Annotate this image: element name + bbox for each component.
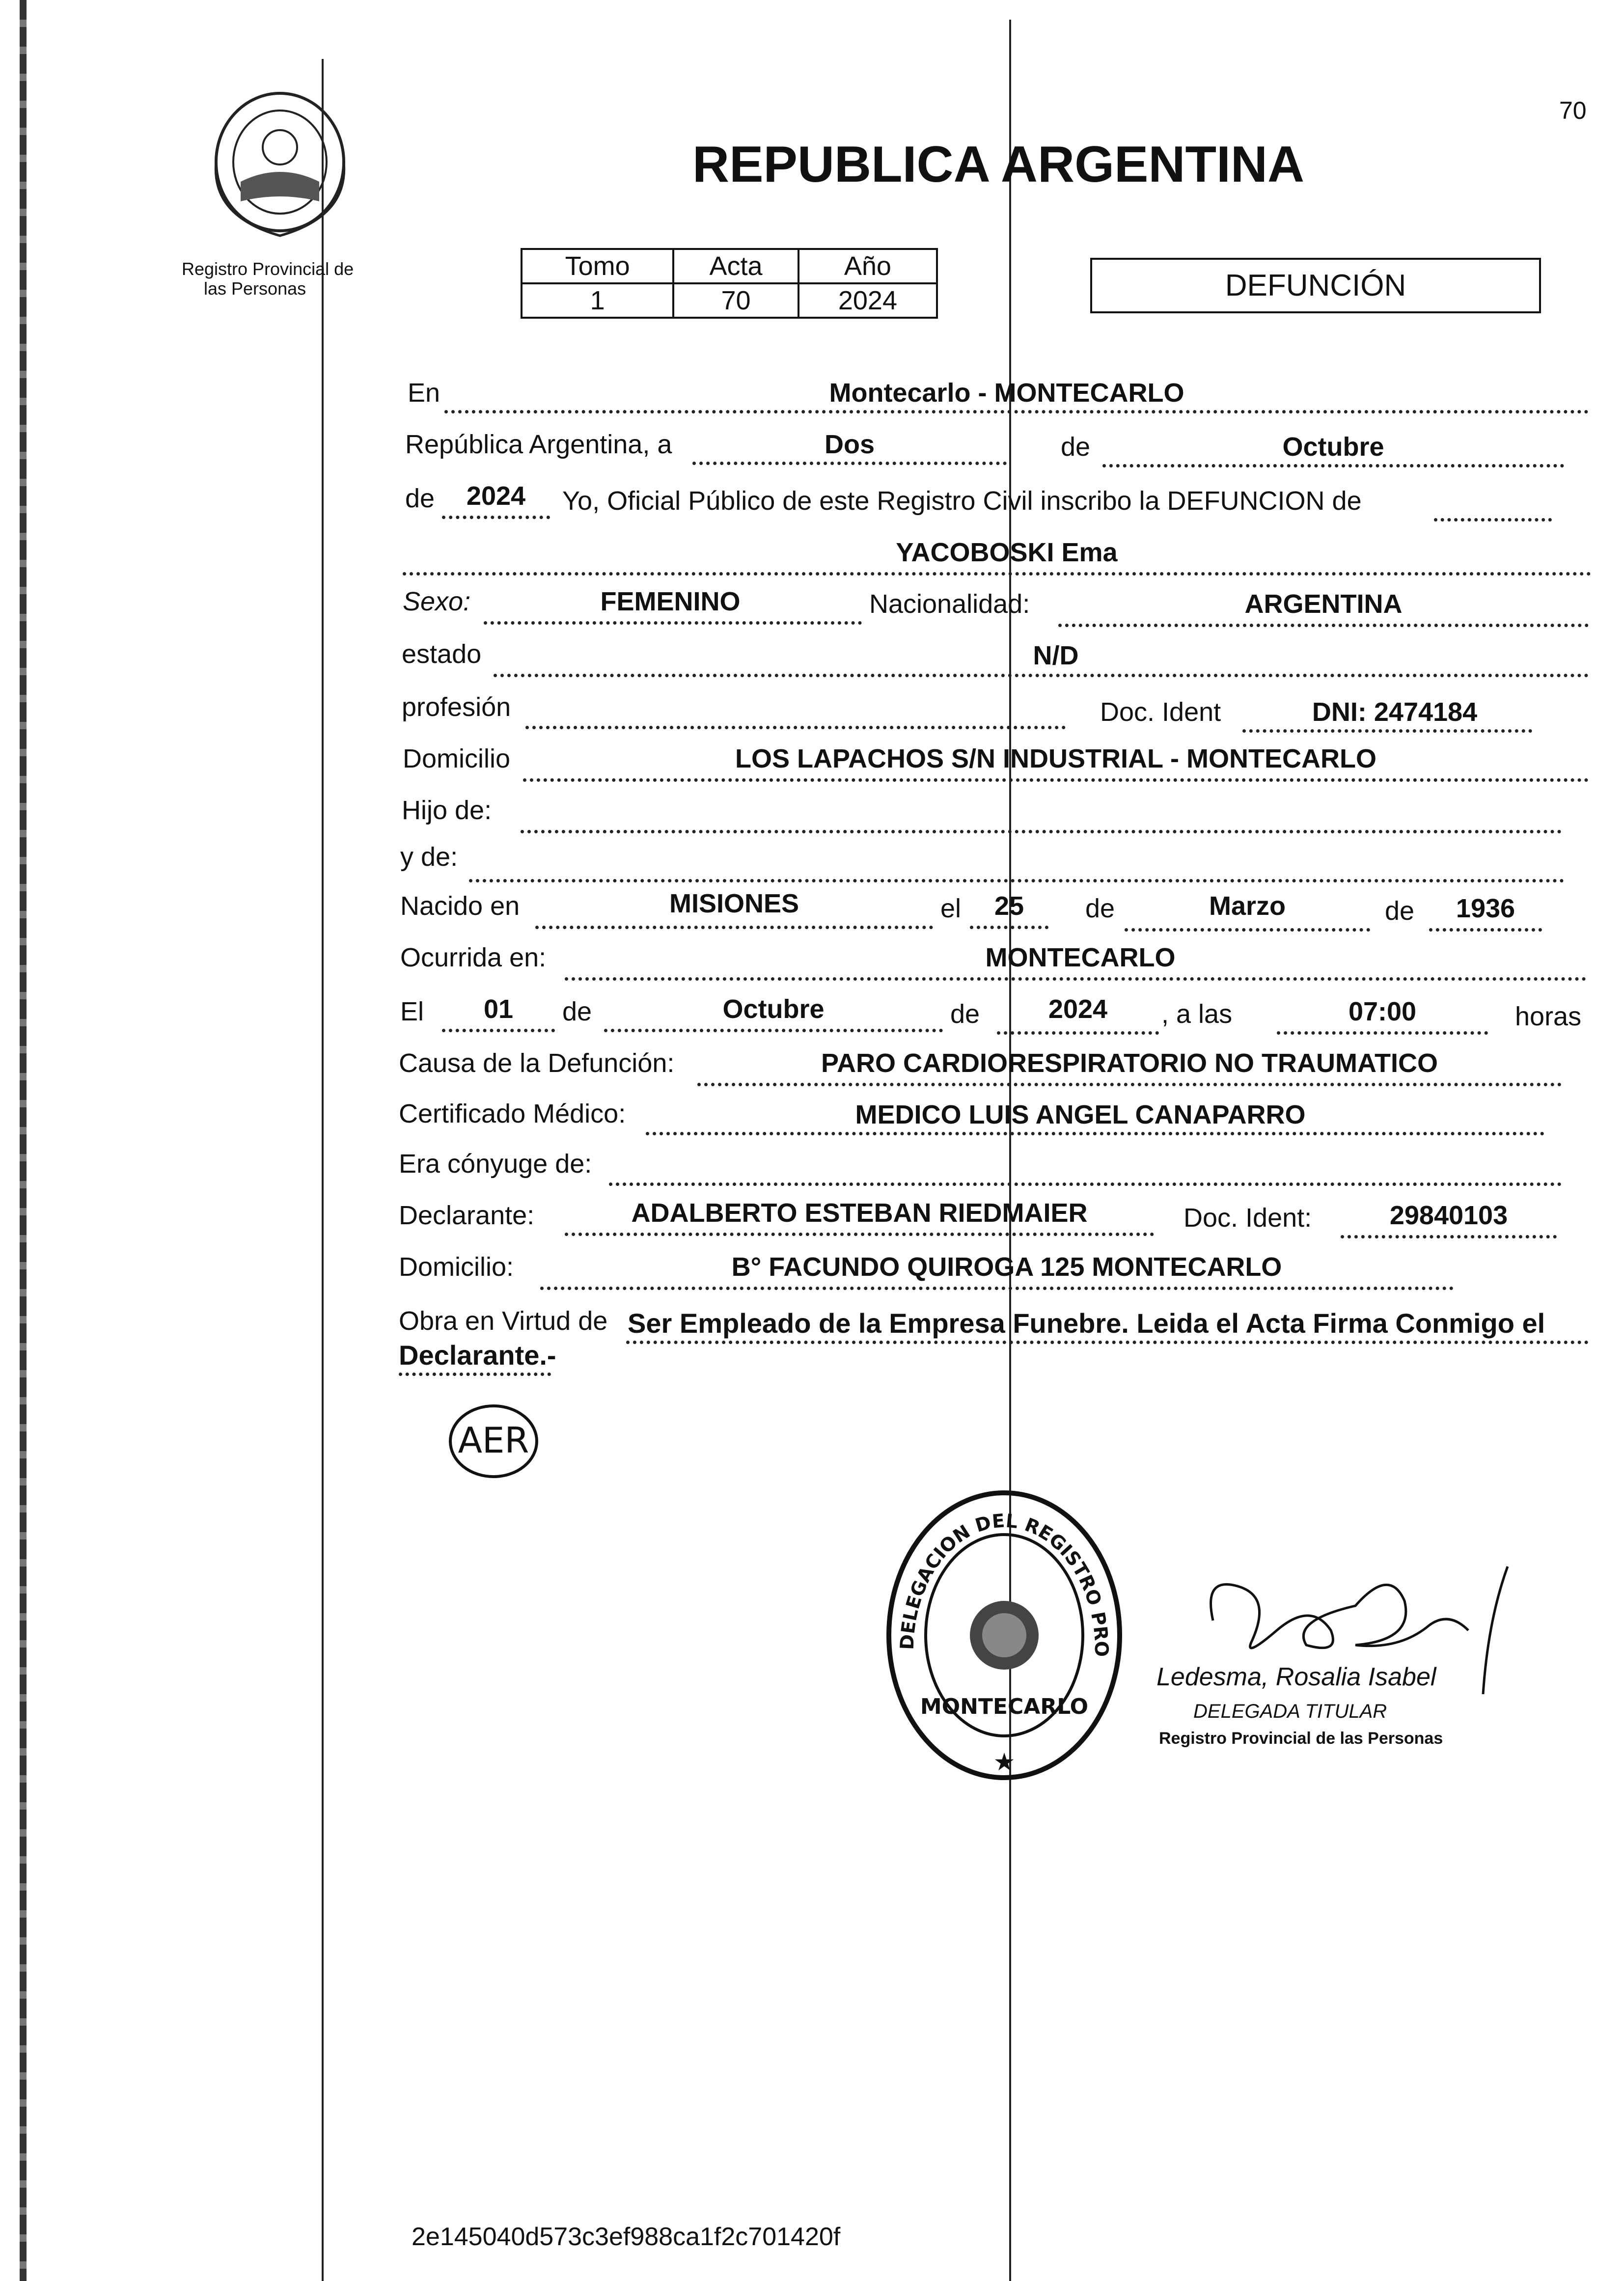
page-number: 70 (1559, 97, 1587, 124)
table-header: Año (798, 249, 937, 283)
birth-de1-label: de (1085, 894, 1115, 923)
el2-label: El (400, 997, 424, 1026)
scan-edge (20, 0, 27, 2281)
causa-label: Causa de la Defunción: (399, 1048, 675, 1078)
yde-underline (469, 879, 1564, 882)
nacionalidad-value: ARGENTINA (1244, 589, 1403, 619)
death-year-underline (997, 1031, 1159, 1035)
obra-underline (626, 1341, 1589, 1344)
causa-underline (697, 1083, 1562, 1086)
svg-text:★: ★ (993, 1748, 1016, 1776)
registry-name-line1: Registro Provincial de (182, 259, 354, 279)
death-time-value: 07:00 (1348, 997, 1417, 1026)
birth-year-value: 1936 (1456, 894, 1515, 923)
domicilio-label: Domicilio (403, 744, 511, 773)
profesion-label: profesión (402, 692, 511, 722)
death-year-value: 2024 (1048, 994, 1108, 1024)
official-seal-icon (884, 1488, 1125, 1787)
table-header: Acta (673, 249, 798, 283)
doc-label: Doc. Ident (1100, 697, 1221, 727)
birth-month-value: Marzo (1209, 891, 1286, 921)
nacido-underline (535, 926, 933, 929)
record-type-box: DEFUNCIÓN (1090, 258, 1541, 313)
name-underline (403, 572, 1591, 576)
year-underline (442, 516, 550, 519)
table-cell: 70 (673, 283, 798, 318)
conyuge-label: Era cónyuge de: (399, 1149, 592, 1179)
domicilio-underline (523, 778, 1589, 782)
month-underline (1102, 464, 1564, 467)
nacido-value: MISIONES (669, 889, 799, 918)
domicilio-value: LOS LAPACHOS S/N INDUSTRIAL - MONTECARLO (735, 744, 1376, 773)
ocurrida-underline (565, 977, 1586, 981)
seal-outer-text: DELEGACION DEL REGISTRO PRO (896, 1510, 1113, 1657)
en-label: En (408, 378, 440, 408)
deceased-name: YACOBOSKI Ema (896, 538, 1118, 567)
document-hash: 2e145040d573c3ef988ca1f2c701420f (412, 2223, 841, 2251)
fold-line-left (322, 59, 324, 2281)
obra-value-2: Declarante.- (399, 1340, 556, 1371)
day-value: Dos (824, 430, 875, 459)
page-title: REPUBLICA ARGENTINA (692, 136, 1305, 193)
el-label: el (940, 894, 962, 923)
en-underline (444, 410, 1589, 413)
estado-underline (494, 674, 1589, 677)
doc2-label: Doc. Ident: (1184, 1203, 1312, 1233)
birth-year-underline (1429, 928, 1542, 932)
sexo-value: FEMENINO (600, 587, 741, 616)
yo-text: Yo, Oficial Público de este Registro Civil inscribo la DEFUNCION de (562, 486, 1362, 516)
birth-day-underline (970, 926, 1048, 929)
death-de2-label: de (950, 999, 980, 1029)
initials-text: AER (458, 1420, 529, 1461)
record-table (521, 248, 938, 319)
registry-name-line2: las Personas (204, 278, 306, 299)
sexo-label: Sexo: (403, 587, 471, 616)
obra-underline-2 (399, 1373, 551, 1376)
conyuge-underline (609, 1182, 1562, 1186)
birth-month-underline (1125, 928, 1370, 932)
estado-value: N/D (1033, 641, 1079, 670)
domicilio2-label: Domicilio: (399, 1252, 514, 1282)
yo-underline (1434, 518, 1552, 522)
ocurrida-value: MONTECARLO (985, 943, 1176, 972)
profesion-underline (525, 726, 1066, 729)
death-day-value: 01 (483, 994, 514, 1024)
obra-label: Obra en Virtud de (399, 1306, 608, 1336)
yde-label: y de: (400, 842, 458, 872)
horas-label: horas (1515, 1002, 1582, 1031)
month-value: Octubre (1282, 432, 1384, 462)
signature-role: DELEGADA TITULAR (1193, 1701, 1387, 1722)
seal-inner-text: MONTECARLO (920, 1694, 1089, 1719)
de2-label: de (405, 484, 435, 513)
domicilio2-value: B° FACUNDO QUIROGA 125 MONTECARLO (731, 1252, 1282, 1282)
year-value: 2024 (466, 481, 526, 511)
birth-de2-label: de (1385, 896, 1415, 926)
table-cell: 1 (522, 283, 673, 318)
doc-value: DNI: 2474184 (1312, 697, 1478, 727)
hijo-underline (521, 830, 1562, 833)
nacionalidad-label: Nacionalidad: (869, 589, 1030, 619)
declarante-value: ADALBERTO ESTEBAN RIEDMAIER (631, 1198, 1088, 1228)
alas-label: , a las (1161, 999, 1233, 1029)
declarante-label: Declarante: (399, 1201, 535, 1230)
birth-day-value: 25 (994, 891, 1024, 921)
death-month-value: Octubre (722, 994, 825, 1024)
hijo-label: Hijo de: (402, 796, 492, 825)
ocurrida-label: Ocurrida en: (400, 943, 547, 972)
doc-underline (1242, 729, 1532, 733)
doc2-underline (1341, 1235, 1557, 1238)
nacionalidad-underline (1058, 624, 1589, 627)
estado-label: estado (402, 639, 482, 669)
obra-value: Ser Empleado de la Empresa Funebre. Leida el Acta Firma Conmigo el (628, 1308, 1545, 1339)
nacido-label: Nacido en (400, 891, 520, 921)
table-header: Tomo (522, 249, 673, 283)
table-cell: 2024 (798, 283, 937, 318)
doc2-value: 29840103 (1389, 1201, 1508, 1230)
death-day-underline (442, 1029, 555, 1032)
death-time-underline (1277, 1031, 1488, 1035)
certificado-label: Certificado Médico: (399, 1099, 626, 1128)
fold-line-center (1009, 20, 1011, 2281)
province-seal-icon (206, 88, 354, 241)
signature-name: Ledesma, Rosalia Isabel (1156, 1663, 1436, 1691)
initials-mark (444, 1400, 543, 1483)
en-value: Montecarlo - MONTECARLO (829, 378, 1184, 408)
day-underline (692, 462, 1007, 465)
declarante-underline (565, 1233, 1154, 1236)
causa-value: PARO CARDIORESPIRATORIO NO TRAUMATICO (821, 1048, 1438, 1078)
republica-label: República Argentina, a (405, 430, 672, 459)
de-label: de (1061, 432, 1091, 462)
death-de1-label: de (562, 997, 592, 1026)
certificado-underline (646, 1132, 1544, 1135)
signature-org: Registro Provincial de las Personas (1159, 1729, 1443, 1748)
certificado-value: MEDICO LUIS ANGEL CANAPARRO (855, 1100, 1306, 1129)
sexo-underline (484, 621, 862, 625)
domicilio2-underline (540, 1287, 1454, 1290)
death-month-underline (604, 1029, 943, 1032)
